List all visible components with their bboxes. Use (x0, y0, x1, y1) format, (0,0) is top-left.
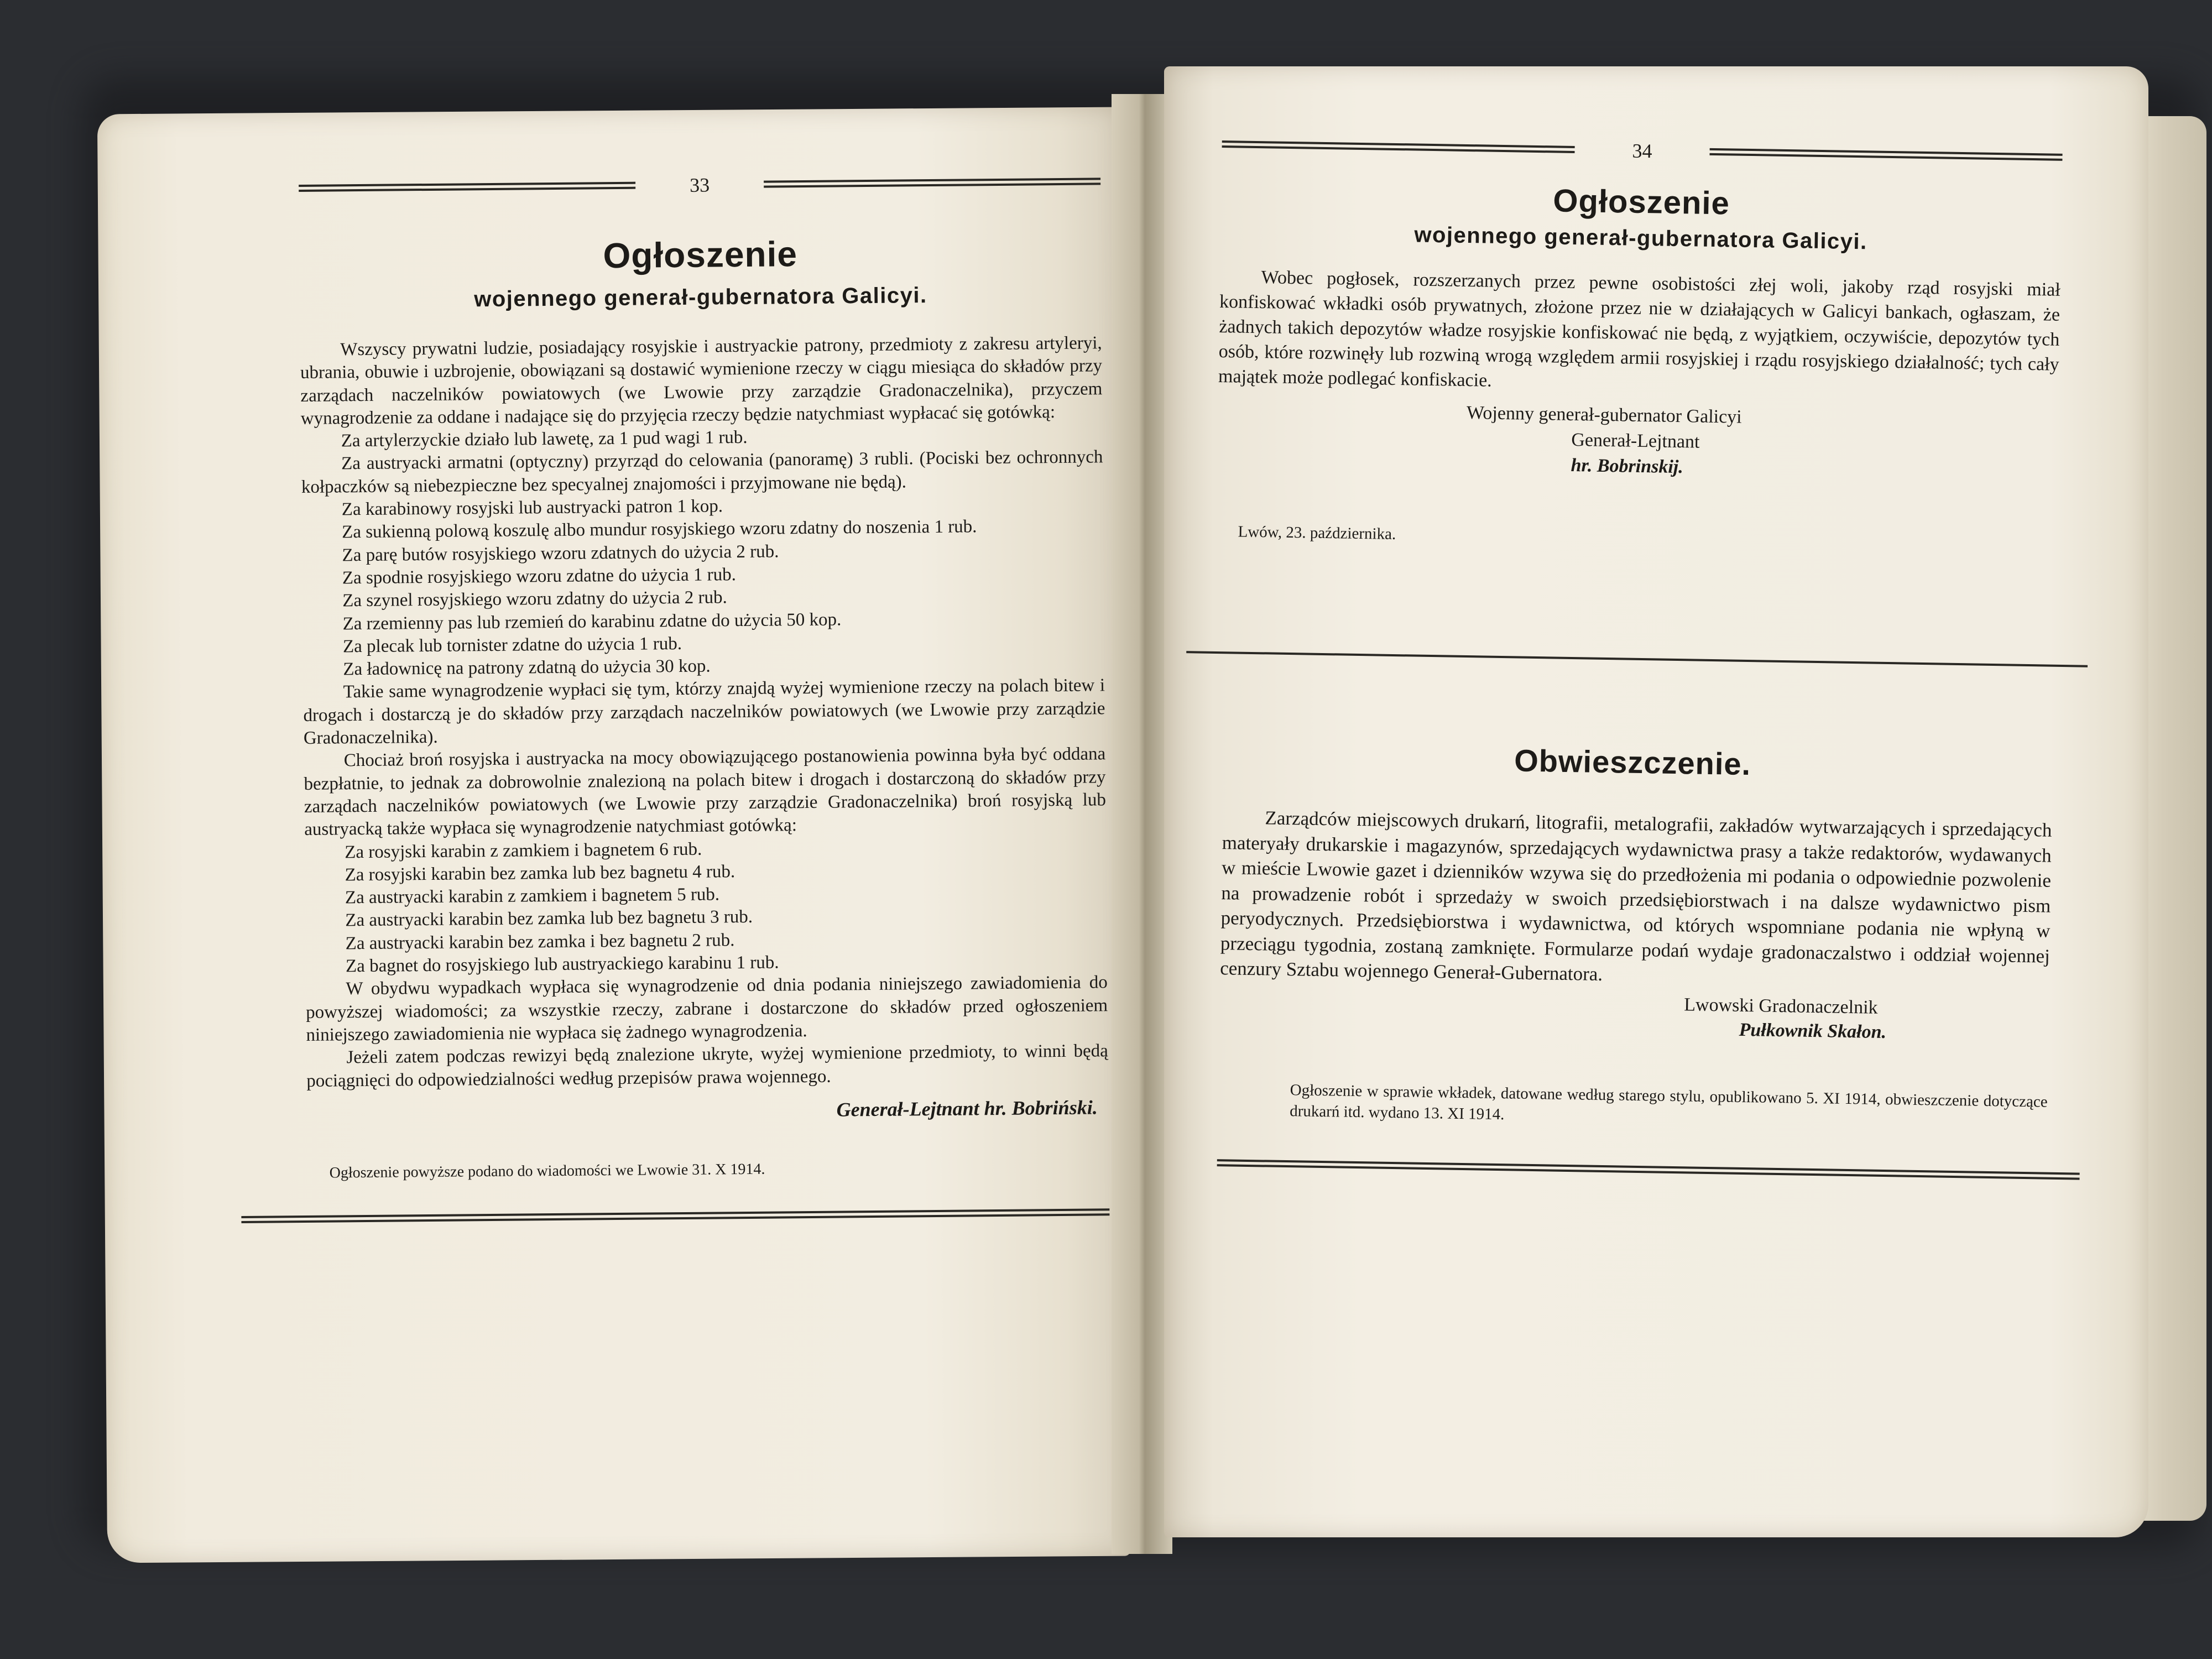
announcement-body (300, 332, 1109, 1092)
paragraph: Za ładownicę na patrony zdatną do użycia 30 kop. (343, 656, 711, 680)
paragraph: Jeżeli zatem podczas rewizyi będą znalezione ukryte, wyżej wymienione przedmioty, to winni będą pociągnięci do odpowiedzialności według przepisów prawa wojennego. (306, 1041, 1109, 1091)
book-gutter (1112, 94, 1172, 1554)
page-number: 34 (1632, 139, 1652, 163)
footnote: Ogłoszenie w sprawie wkładek, datowane według starego stylu, opublikowano 5. XI 1914, obwieszczenie dotyczące drukarń itd. wydano 13. XI 1914. (1289, 1081, 2048, 1123)
signature-name: hr. Bobrinskij. (1571, 455, 1684, 478)
left-page-content (299, 170, 1109, 1223)
paragraph: Wobec pogłosek, rozszerzanych przez pewne osobistości złej woli, jakoby rząd rosyjski miał konfiskować wkładki osób prywatnych, złożone przez nie w działających w Galicyi bankach, ogłaszam, że żadnych takich depozytów władze rosyjskie konfiskować nie będą, z wyjątkiem, oczywiście, depozytów tych osób, które rozwinęły lub rozwiną wrogą względem armii rosyjskiej i rządu rosyjskiego działalność; tych cały majątek może podlegać konfiskacie. (1218, 267, 2061, 391)
right-page-content (1206, 133, 2063, 1180)
footnote: Ogłoszenie powyższe podano do wiadomości we Lwowie 31. X 1914. (329, 1160, 765, 1182)
announcement-subtitle: wojennego generał-gubernatora Galicyi. (1414, 222, 1868, 254)
paragraph: Za sukienną polową koszulę albo mundur rosyjskiego wzoru zdatny do noszenia 1 rub. (342, 517, 977, 542)
signature-line: Lwowski Gradonaczelnik (1684, 994, 1878, 1018)
signature: Generał-Lejtnant hr. Bobriński. (836, 1096, 1098, 1121)
paragraph: Za plecak lub tornister zdatne do użycia 1 rub. (342, 633, 682, 657)
proclamation-signature (1208, 985, 2049, 1047)
paragraph: Za rosyjski karabin bez zamka lub bez bagnetu 4 rub. (345, 861, 735, 885)
paragraph: W obydwu wypadkach wypłaca się wynagrodzenie od dnia podania niniejszego zawiadomienia do powyższej wiadomości; za wszystkie rzeczy, zabrane i dostarczone do składów przed ogłoszeniem niniejszego zawiadomienia nie wypłaca się żadnego wynagrodzenia. (306, 972, 1108, 1045)
paragraph: Za spodnie rosyjskiego wzoru zdatne do użycia 1 rub. (342, 565, 737, 588)
section-divider (1214, 651, 2054, 668)
announcement-title: Ogłoszenie (603, 234, 798, 276)
paragraph: Za austryacki armatni (optyczny) przyrząd do celowania (panoramę) 3 rubli. (Pociski bez ochronnych kołpaczków są niebezpieczne bez specyalnej znajomości i przyjmowane nie będą). (301, 447, 1103, 497)
date-line: Lwów, 23. października. (1238, 523, 1396, 544)
paragraph: Za austryacki karabin bez zamka i bez bagnetu 2 rub. (345, 930, 735, 954)
paragraph: Za karabinowy rosyjski lub austryacki patron 1 kop. (341, 496, 723, 520)
paragraph: Wszyscy prywatni ludzie, posiadający rosyjskie i austryackie patrony, przedmioty z zakresu artyleryi, ubrania, obuwie i uzbrojenie, obowiązani są dostawić wymienione rzeczy w ciągu miesiąca do składów przy zarządach naczelników powiatowych (we Lwowie przy zarządzie Gradonaczelnika), przyczem wynagrodzenie za oddane i nadające się do przyjęcia rzeczy będzie natychmiast wypłacać się gotówką: (300, 333, 1103, 429)
paragraph: Za austryacki karabin z zamkiem i bagnetem 5 rub. (345, 884, 720, 908)
paragraph: Chociaż broń rosyjska i austryacka na mocy obowiązującego postanowienia powinna była być oddana bezpłatnie, to jednak za dobrowolnie znalezioną na polach bitew i drogach i dostarczoną do składów przy zarządach naczelników powiatowych (we Lwowie przy zarządzie Gradonaczelnika) broń rosyjską lub austryacką także wypłaca się wynagrodzenie natychmiast gotówką: (304, 744, 1107, 840)
paragraph: Za artylerzyckie działo lub lawetę, za 1 pud wagi 1 rub. (341, 427, 748, 451)
paragraph: Takie same wynagrodzenie wypłaci się tym, którzy znajdą wyżej wymienione rzeczy na polach bitew i drogach i dostarczą je do składów przy zarządach naczelników powiatowych (we Lwowie przy zarządzie Gradonaczelnika). (303, 675, 1105, 749)
signature-name: Pułkownik Skałon. (1739, 1019, 1887, 1042)
paragraph: Za rzemienny pas lub rzemień do karabinu zdatne do użycia 50 kop. (342, 609, 842, 634)
paragraph: Za bagnet do rosyjskiego lub austryackiego karabinu 1 rub. (345, 952, 779, 977)
paragraph: Za szynel rosyjskiego wzoru zdatny do użycia 2 rub. (342, 587, 727, 611)
paragraph: Za austryacki karabin bez zamka lub bez bagnetu 3 rub. (345, 907, 753, 931)
signature-line: Generał-Lejtnant (1571, 429, 1700, 452)
paragraph: Zarządców miejscowych drukarń, litografii, metalografii, zakładów wytwarzających i sprzedających materyały drukarskie i magazynów, sprzedających wydawnictwa prasy a także redaktorów, wydawanych w mieście Lwowie gazet i dzienników wzywa się do przedłożenia mi podania o odpowiednie pozwolenie na prowadzenie robót i sprzedaży w swoich przedsiębiorstwach i na dalsze wydawnictwo pism peryodycznych. Przedsiębiorstwa i wydawnictwa, od których wspomniane podania nie wpłyną w przeciągu tygodnia, zostaną zamknięte. Formularze podań wydaje gradonaczalstwo i oddział wojennej cenzury Sztabu wojennego Generał-Gubernatora. (1219, 807, 2052, 985)
announcement-subtitle: wojennego generał-gubernatora Galicyi. (474, 283, 927, 312)
paragraph: Za parę butów rosyjskiego wzoru zdatnych do użycia 2 rub. (342, 541, 779, 566)
announcement-body (1218, 264, 2060, 402)
proclamation-body (1209, 805, 2052, 994)
page-number: 33 (689, 174, 710, 196)
announcement-title: Ogłoszenie (1552, 182, 1730, 222)
proclamation-title: Obwieszczenie. (1514, 743, 1751, 782)
paragraph: Za rosyjski karabin z zamkiem i bagnetem 6 rub. (345, 839, 702, 862)
signature-block (1217, 397, 2058, 486)
signature-line: Wojenny generał-gubernator Galicyi (1466, 403, 1742, 427)
